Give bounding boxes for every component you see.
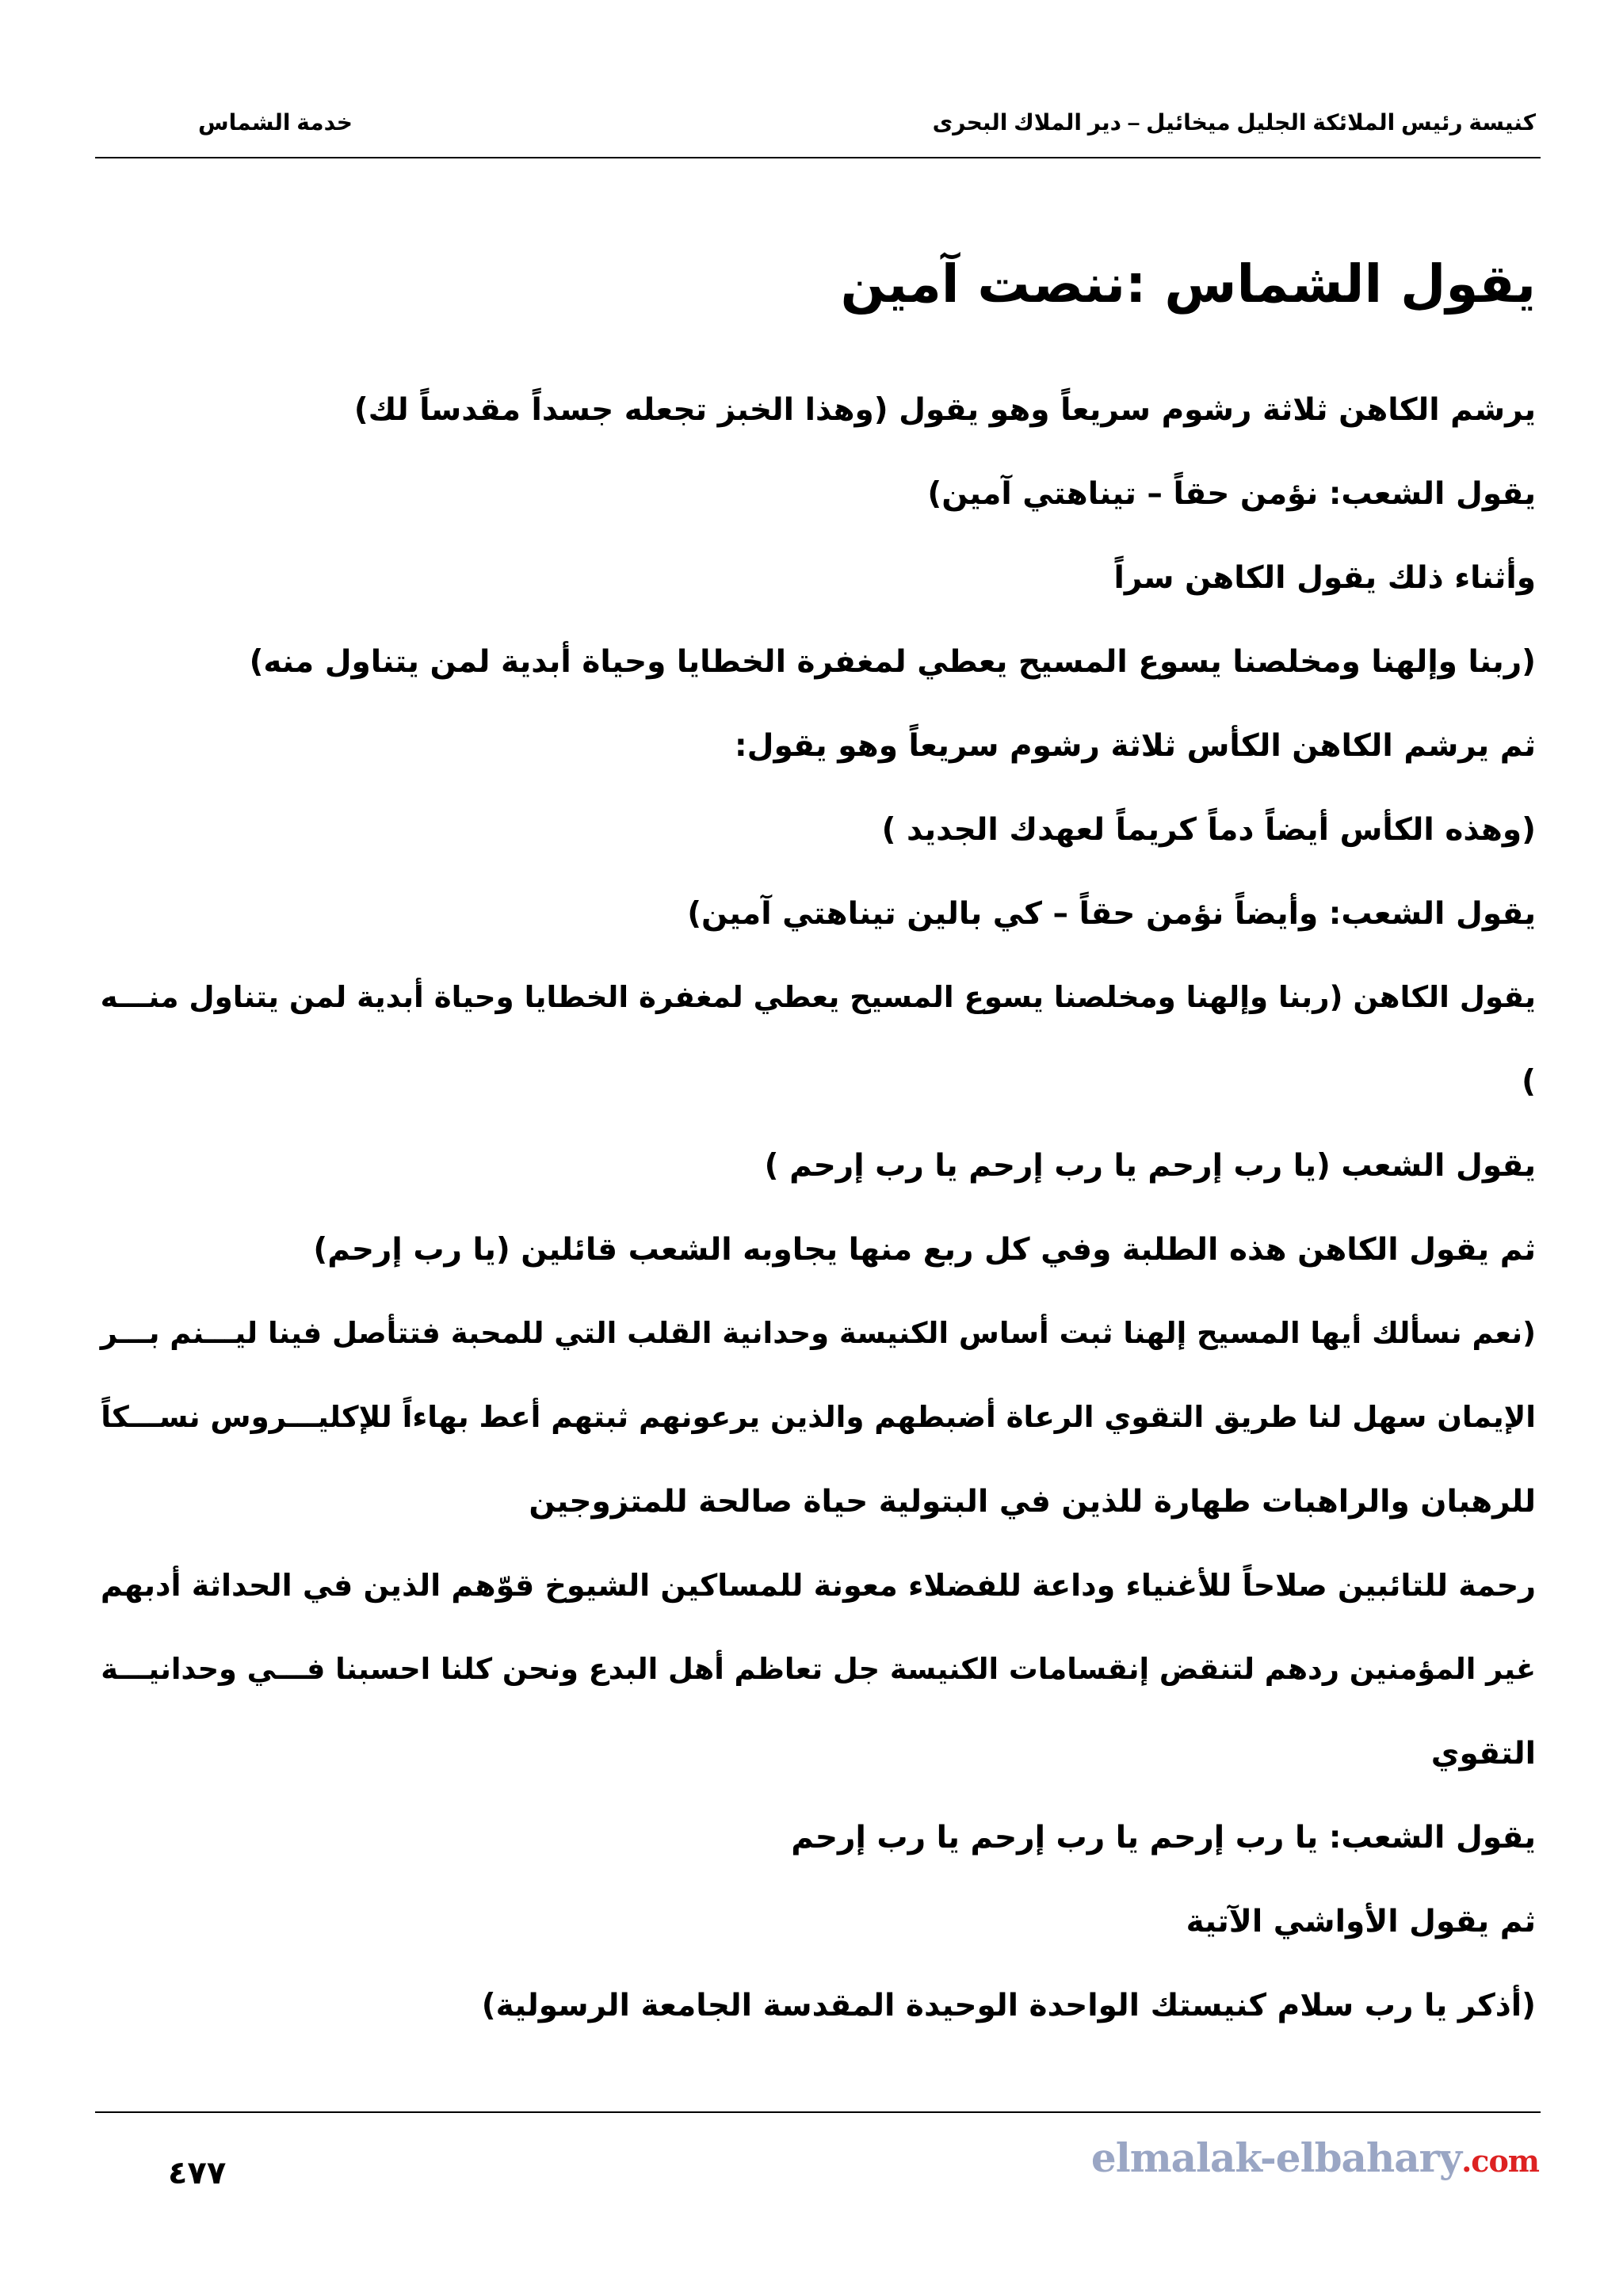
text-line-13: الإيمان سهل لنا طريق التقوي الرعاة أضبطهم والذين يرعونهم ثبتهم أعط بهاءاً للإكليـــروس نســـكاً: [101, 1400, 1536, 1434]
text-line-9: ): [1522, 1064, 1536, 1100]
text-line-16: غير المؤمنين ردهم لتنقض إنقسامات الكنيسة جل تعاظم أهل البدع ونحن كلنا احسبنا فـــي وحدانيـــة: [101, 1652, 1536, 1686]
text-line-6: (وهذه الكأس أيضاً دماً كريماً لعهدك الجديد ): [881, 812, 1536, 848]
header-church-title: كنيسة رئيس الملائكة الجليل ميخائيل – دير الملاك البحرى: [932, 110, 1536, 135]
page-number: ٤٧٧: [168, 2155, 227, 2191]
text-line-17: التقوي: [1430, 1736, 1536, 1772]
text-line-15: رحمة للتائبين صلاحاً للأغنياء وداعة للفضلاء معونة للمساكين الشيوخ قوّهم الذين في الحداثة أدبهم: [100, 1568, 1536, 1603]
footer-divider: [95, 2111, 1541, 2113]
text-line-11: ثم يقول الكاهن هذه الطلبة وفي كل ربع منها يجاوبه الشعب قائلين (يا رب إرحم): [313, 1232, 1536, 1268]
text-line-3: وأثناء ذلك يقول الكاهن سراً: [1113, 560, 1536, 596]
text-line-20: (أذكر يا رب سلام كنيستك الواحدة الوحيدة المقدسة الجامعة الرسولية): [481, 1988, 1536, 2023]
text-line-19: ثم يقول الأواشي الآتية: [1186, 1904, 1536, 1939]
text-line-5: ثم يرشم الكاهن الكأس ثلاثة رشوم سريعاً وهو يقول:: [735, 728, 1536, 764]
text-line-4: (ربنا وإلهنا ومخلصنا يسوع المسيح يعطي لمغفرة الخطايا وحياة أبدية لمن يتناول منه): [249, 644, 1536, 680]
text-line-12: (نعم نسألك أيها المسيح إلهنا ثبت أساس الكنيسة وحدانية القلب التي للمحبة فتتأصل فينا ليـــنم بـــر: [100, 1316, 1536, 1350]
page-title: يقول الشماس :ننصت آمين: [840, 254, 1536, 315]
text-line-8: يقول الكاهن (ربنا وإلهنا ومخلصنا يسوع المسيح يعطي لمغفرة الخطايا وحياة أبدية لمن يتناول منـــه: [100, 980, 1536, 1014]
text-line-7: يقول الشعب: وأيضاً نؤمن حقاً – كي بالين تيناهتي آمين): [687, 896, 1536, 932]
text-line-14: للرهبان والراهبات طهارة للذين في البتولية حياة صالحة للمتزوجين: [529, 1484, 1536, 1520]
site-logo-tld: .com: [1461, 2143, 1539, 2179]
site-logo-name: elmalak-elbahary: [1090, 2134, 1462, 2181]
header-section-title: خدمة الشماس: [198, 110, 353, 135]
header-divider: [95, 157, 1541, 158]
text-line-2: يقول الشعب: نؤمن حقاً – تيناهتي آمين): [927, 476, 1536, 512]
text-line-10: يقول الشعب (يا رب إرحم يا رب إرحم يا رب إرحم ): [764, 1148, 1536, 1184]
text-line-18: يقول الشعب: يا رب إرحم يا رب إرحم يا رب إرحم: [791, 1820, 1536, 1855]
text-line-1: يرشم الكاهن ثلاثة رشوم سريعاً وهو يقول (وهذا الخبز تجعله جسداً مقدساً لك): [353, 392, 1536, 428]
site-logo: [1091, 2134, 1539, 2181]
